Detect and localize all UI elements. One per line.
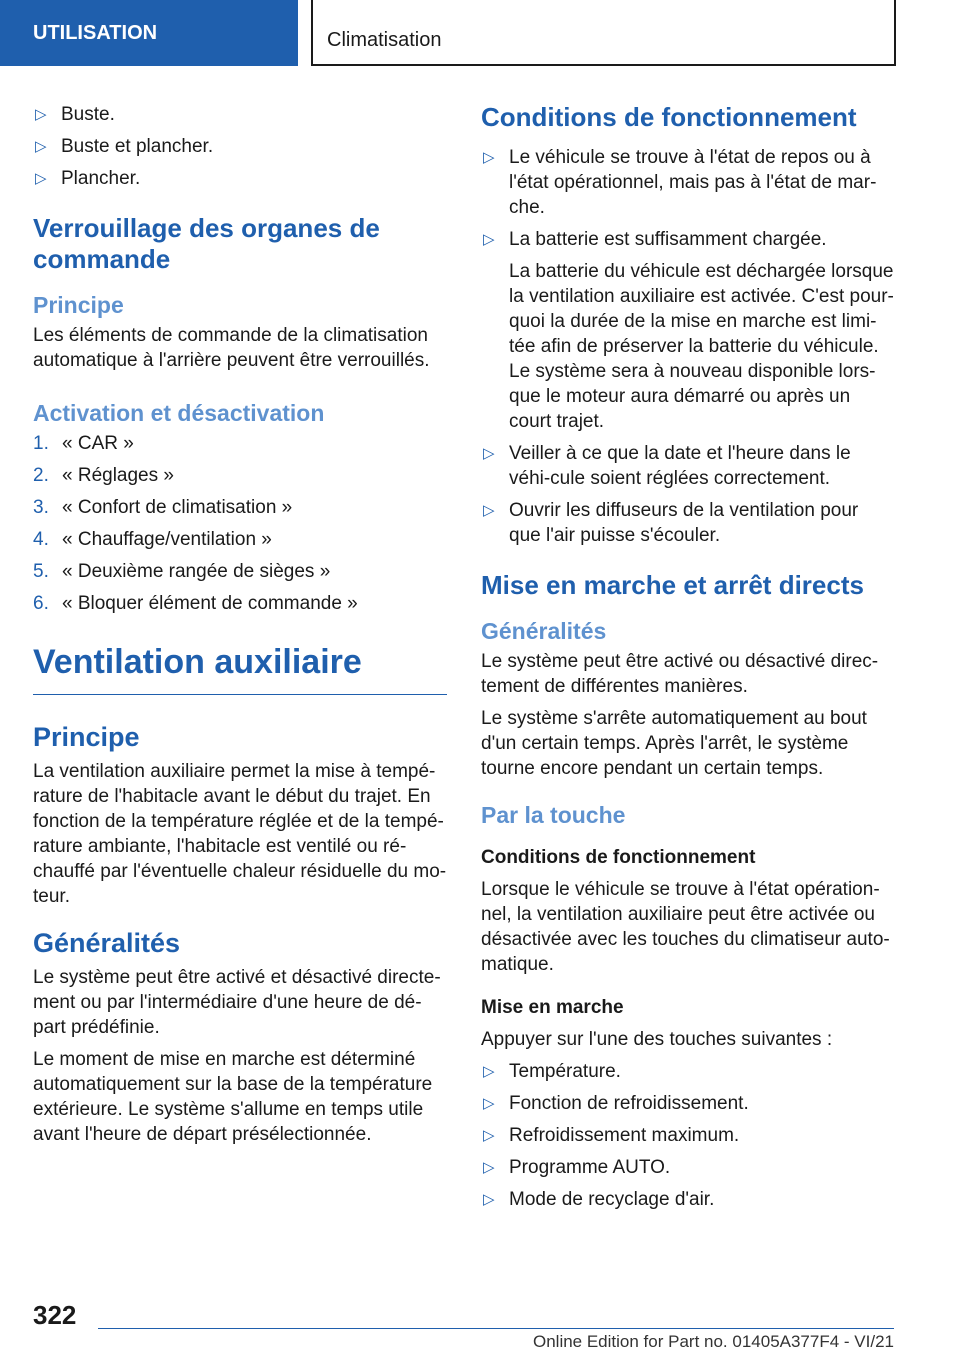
step-text: « CAR » — [62, 433, 134, 454]
step-number: 1. — [33, 433, 49, 454]
heading-activation: Activation et désactivation — [33, 400, 325, 426]
list-item — [481, 1059, 895, 1084]
list-item — [481, 498, 895, 548]
paragraph: Les éléments de commande de la climatisation automatique à l'arrière peuvent être verrouillés. — [33, 325, 430, 371]
heading-generalites: Généralités — [33, 928, 181, 958]
list-item-text: Fonction de refroidissement. — [509, 1093, 749, 1114]
step-number: 4. — [33, 529, 49, 550]
list-item — [481, 145, 895, 220]
list-item-text: La batterie est suffisamment chargée. — [509, 229, 827, 250]
list-item-text: Plancher. — [61, 168, 141, 189]
step-number: 6. — [33, 593, 49, 614]
list-item-text: Température. — [509, 1061, 621, 1082]
heading-touche: Par la touche — [481, 802, 626, 828]
list-item — [481, 1187, 895, 1212]
list-item — [481, 1155, 895, 1180]
paragraph: Lorsque le véhicule se trouve à l'état opération-nel, la ventilation auxiliaire peut être activée ou désactivée avec les touches du climatiseur auto-matique. — [481, 879, 890, 975]
triangle-bullet-icon: ▷ — [35, 170, 47, 187]
list-item — [481, 227, 895, 252]
section-label: UTILISATION — [33, 21, 158, 44]
footer-edition: Online Edition for Part no. 01405A377F4 - VI/21 — [532, 1332, 894, 1351]
paragraph: Le système peut être activé ou désactivé direc-tement de différentes manières. — [481, 651, 879, 697]
list-item-text: Buste. — [61, 104, 115, 125]
list-item — [481, 1091, 895, 1116]
heading-principe: Principe — [33, 292, 124, 318]
left-column — [33, 102, 447, 1154]
subheading-marche: Mise en marche — [481, 997, 624, 1018]
heading-conditions: Conditions de fonctionnement — [481, 102, 857, 132]
paragraph: La ventilation auxiliaire permet la mise à tempé-rature de l'habitacle avant le début du trajet. En fonction de la température réglée et de la tempé-rature ambiante, l'habitacle est ventilé ou ré-chauffé par l'éventuelle chaleur résiduelle du mo-teur. — [33, 761, 447, 907]
triangle-bullet-icon: ▷ — [483, 1063, 495, 1080]
paragraph: Le système peut être activé et désactivé directe-ment ou par l'intermédiaire d'une heure de dé-part prédéfinie. — [33, 967, 441, 1038]
heading-direct: Mise en marche et arrêt directs — [481, 570, 864, 600]
footer-divider — [98, 1328, 894, 1329]
paragraph: Le système s'arrête automatiquement au bout d'un certain temps. Après l'arrêt, le système tourne encore pendant un certain temps. — [481, 708, 867, 779]
step-item — [33, 463, 447, 488]
list-item — [33, 166, 447, 191]
step-text: « Réglages » — [62, 465, 174, 486]
step-number: 5. — [33, 561, 49, 582]
battery-note: La batterie du véhicule est déchargée lorsque la ventilation auxiliaire est activée. C'est pour-quoi la durée de la mise en marche est limi-tée afin de préserver la batterie du véhicule. Le système sera à nouveau disponible lors-que le moteur aura démarré ou après un court trajet. — [509, 261, 894, 432]
paragraph: Le moment de mise en marche est déterminé automatiquement sur la base de la température extérieure. Le système s'allume en temps utile avant l'heure de départ présélectionnée. — [33, 1049, 433, 1145]
list-item — [33, 102, 447, 127]
list-item-text: Refroidissement maximum. — [509, 1125, 740, 1146]
step-text: « Chauffage/ventilation » — [62, 529, 272, 550]
step-text: « Bloquer élément de commande » — [62, 593, 358, 614]
triangle-bullet-icon: ▷ — [483, 1159, 495, 1176]
paragraph: Appuyer sur l'une des touches suivantes : — [481, 1029, 833, 1050]
triangle-bullet-icon: ▷ — [483, 502, 495, 519]
triangle-bullet-icon: ▷ — [483, 231, 495, 248]
step-item — [33, 431, 447, 456]
heading-vent-principe: Principe — [33, 722, 140, 752]
list-item-text: Programme AUTO. — [509, 1157, 671, 1178]
section-tab — [0, 0, 298, 66]
right-column — [481, 102, 895, 1219]
triangle-bullet-icon: ▷ — [483, 445, 495, 462]
step-item — [33, 495, 447, 520]
step-text: « Confort de climatisation » — [62, 497, 293, 518]
list-item-text: Ouvrir les diffuseurs de la ventilation pour que l'air puisse s'écouler. — [509, 500, 859, 546]
step-item — [33, 559, 447, 584]
list-item-text: Veiller à ce que la date et l'heure dans le véhi-cule soient réglées correctement. — [509, 443, 851, 489]
page-header-title: Climatisation — [311, 0, 896, 66]
heading-lock: Verrouillage des organes de commande — [33, 213, 380, 274]
list-item — [33, 134, 447, 159]
triangle-bullet-icon: ▷ — [483, 149, 495, 166]
step-item — [33, 527, 447, 552]
triangle-bullet-icon: ▷ — [35, 106, 47, 123]
list-item-text: Mode de recyclage d'air. — [509, 1189, 715, 1210]
step-item — [33, 591, 447, 616]
heading-gen: Généralités — [481, 618, 607, 644]
heading-ventilation: Ventilation auxiliaire — [33, 642, 447, 695]
list-item — [481, 1123, 895, 1148]
step-number: 3. — [33, 497, 49, 518]
triangle-bullet-icon: ▷ — [483, 1191, 495, 1208]
page-number: 322 — [33, 1300, 77, 1330]
list-item-text: Buste et plancher. — [61, 136, 214, 157]
triangle-bullet-icon: ▷ — [483, 1127, 495, 1144]
step-text: « Deuxième rangée de sièges » — [62, 561, 331, 582]
subheading-conditions: Conditions de fonctionnement — [481, 847, 756, 868]
triangle-bullet-icon: ▷ — [483, 1095, 495, 1112]
list-item — [481, 441, 895, 491]
list-item-text: Le véhicule se trouve à l'état de repos ou à l'état opérationnel, mais pas à l'état de mar-che. — [509, 147, 877, 218]
triangle-bullet-icon: ▷ — [35, 138, 47, 155]
step-number: 2. — [33, 465, 49, 486]
